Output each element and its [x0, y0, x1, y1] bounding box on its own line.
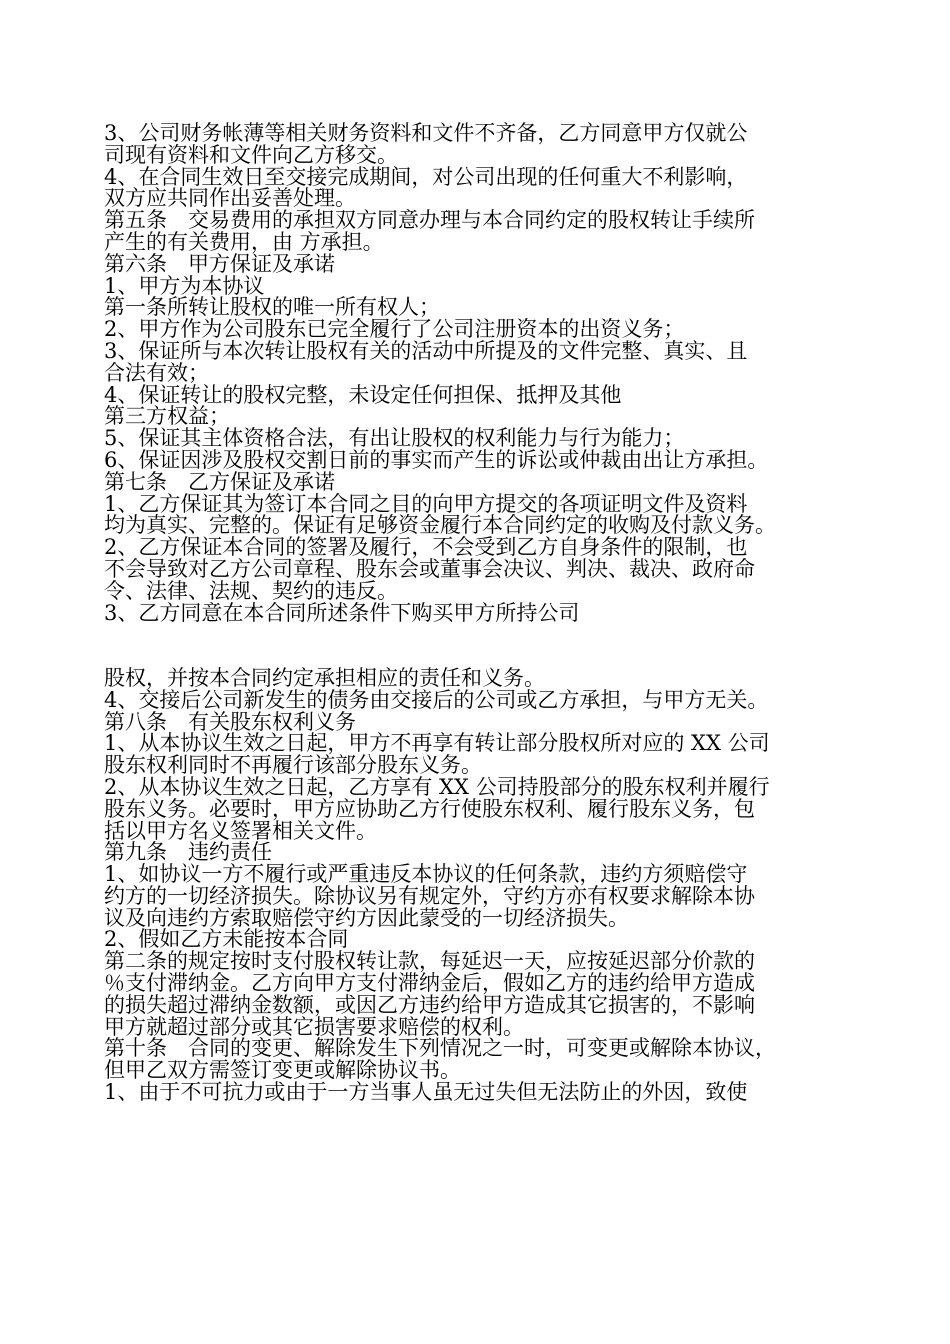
text-line: 甲方就超过部分或其它损害要求赔偿的权利。	[104, 1014, 524, 1039]
text-line: 不会导致对乙方公司章程、股东会或董事会决议、判决、裁决、政府命	[104, 556, 755, 581]
text-line: 第一条所转让股权的唯一所有权人；	[104, 295, 440, 320]
document-body	[104, 123, 864, 1104]
text-line: 1、从本协议生效之日起，甲方不再享有转让部分股权所对应的 XX 公司	[104, 731, 770, 756]
text-line: 括以甲方名义签署相关文件。	[104, 818, 377, 843]
text-line: 双方应共同作出妥善处理。	[104, 186, 356, 211]
text-line: 1、乙方保证其为签订本合同之目的向甲方提交的各项证明文件及资料	[104, 491, 748, 516]
text-line: 第三方权益；	[104, 404, 230, 429]
text-line: 约方的一切经济损失。除协议另有规定外，守约方亦有权要求解除本协	[104, 883, 755, 908]
article-10-heading: 第十条 合同的变更、解除发生下列情况之一时，可变更或解除本协议，	[104, 1036, 776, 1061]
article-6-heading: 第六条 甲方保证及承诺	[104, 251, 335, 276]
text-line: 2、假如乙方未能按本合同	[104, 927, 349, 952]
text-line: 2、乙方保证本合同的签署及履行，不会受到乙方自身条件的限制，也	[104, 535, 748, 560]
text-line: 股权，并按本合同约定承担相应的责任和义务。	[104, 665, 545, 690]
text-line: 2、从本协议生效之日起，乙方享有 XX 公司持股部分的股东权利并履行	[104, 774, 770, 799]
text-line: 3、乙方同意在本合同所述条件下购买甲方所持公司	[104, 600, 580, 625]
text-line: 均为真实、完整的。保证有足够资金履行本合同约定的收购及付款义务。	[104, 513, 776, 538]
article-7-heading: 第七条 乙方保证及承诺	[104, 469, 335, 494]
text-line: 令、法律、法规、契约的违反。	[104, 578, 398, 603]
text-line: 合法有效；	[104, 360, 209, 385]
article-9-heading: 第九条 违约责任	[104, 840, 272, 865]
text-line: 5、保证其主体资格合法，有出让股权的权利能力与行为能力；	[104, 426, 685, 451]
text-line: 4、在合同生效日至交接完成期间，对公司出现的任何重大不利影响，	[104, 164, 748, 189]
text-line: 6、保证因涉及股权交割日前的事实而产生的诉讼或仲裁由出让方承担。	[104, 447, 769, 472]
text-line: 3、保证所与本次转让股权有关的活动中所提及的文件完整、真实、且	[104, 338, 748, 363]
text-line: 4、交接后公司新发生的债务由交接后的公司或乙方承担，与甲方无关。	[104, 687, 769, 712]
text-line: 股东义务。必要时，甲方应协助乙方行使股东权利、履行股东义务，包	[104, 796, 755, 821]
text-line: 的损失超过滞纳金数额，或因乙方违约给甲方造成其它损害的，不影响	[104, 992, 755, 1017]
text-line: 但甲乙双方需签订变更或解除协议书。	[104, 1058, 461, 1083]
article-5-heading: 第五条 交易费用的承担双方同意办理与本合同约定的股权转让手续所	[104, 208, 755, 233]
text-line: 1、甲方为本协议	[104, 273, 265, 298]
text-line: 1、由于不可抗力或由于一方当事人虽无过失但无法防止的外因，致使	[104, 1080, 748, 1105]
text-line: 4、保证转让的股权完整，未设定任何担保、抵押及其他	[104, 382, 622, 407]
text-line: 第二条的规定按时支付股权转让款，每延迟一天，应按延迟部分价款的	[104, 949, 755, 974]
article-8-heading: 第八条 有关股东权利义务	[104, 709, 356, 734]
text-line: 股东权利同时不再履行该部分股东义务。	[104, 753, 482, 778]
paragraph-gap	[104, 624, 864, 668]
text-line: 2、甲方作为公司股东已完全履行了公司注册资本的出资义务；	[104, 317, 685, 342]
text-line: ％支付滞纳金。乙方向甲方支付滞纳金后，假如乙方的违约给甲方造成	[104, 971, 755, 996]
text-line: 1、如协议一方不履行或严重违反本协议的任何条款，违约方须赔偿守	[104, 862, 748, 887]
text-line: 司现有资料和文件向乙方移交。	[104, 142, 398, 167]
text-line: 议及向违约方索取赔偿守约方因此蒙受的一切经济损失。	[104, 905, 629, 930]
text-line: 3、公司财务帐薄等相关财务资料和文件不齐备，乙方同意甲方仅就公	[104, 121, 748, 145]
text-line: 产生的有关费用，由 方承担。	[104, 229, 384, 254]
